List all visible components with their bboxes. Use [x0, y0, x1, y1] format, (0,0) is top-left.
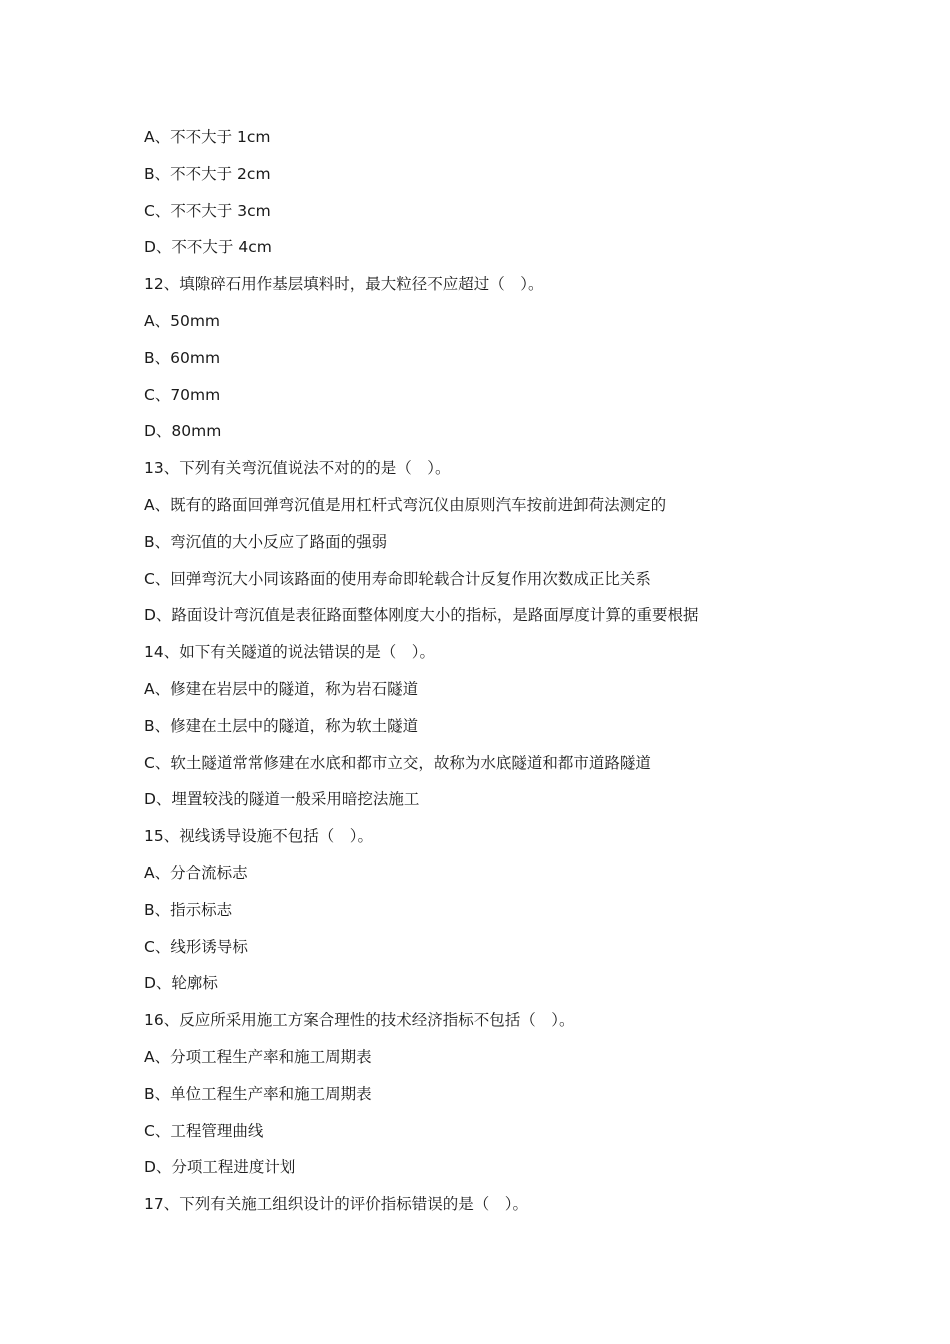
- question-16: 16、反应所采用施工方案合理性的技术经济指标不包括（ ）。: [144, 1011, 575, 1030]
- option-a-q12: A、50mm: [144, 311, 221, 330]
- option-c-q16: C、工程管理曲线: [144, 1121, 264, 1140]
- option-c-q15: C、线形诱导标: [144, 937, 248, 956]
- option-a-q14: A、修建在岩层中的隧道，称为岩石隧道: [144, 679, 419, 698]
- option-b-q11: B、不不大于 2cm: [144, 164, 271, 183]
- question-17: 17、下列有关施工组织设计的评价指标错误的是（ ）。: [144, 1195, 528, 1214]
- question-15: 15、视线诱导设施不包括（ ）。: [144, 827, 373, 846]
- option-a-q15: A、分合流标志: [144, 863, 248, 882]
- option-c-q11: C、不不大于 3cm: [144, 201, 271, 220]
- option-a-q11: A、不不大于 1cm: [144, 128, 271, 146]
- option-b-q14: B、修建在土层中的隧道，称为软土隧道: [144, 716, 419, 735]
- option-d-q16: D、分项工程进度计划: [144, 1158, 296, 1177]
- option-a-q16: A、分项工程生产率和施工周期表: [144, 1047, 372, 1066]
- option-b-q15: B、指示标志: [144, 900, 233, 919]
- option-d-q12: D、80mm: [144, 422, 222, 441]
- option-d-q11: D、不不大于 4cm: [144, 238, 272, 257]
- question-12: 12、填隙碎石用作基层填料时，最大粒径不应超过（ ）。: [144, 275, 544, 294]
- option-c-q12: C、70mm: [144, 385, 221, 404]
- option-d-q13: D、路面设计弯沉值是表征路面整体刚度大小的指标，是路面厚度计算的重要根据: [144, 606, 699, 625]
- option-b-q13: B、弯沉值的大小反应了路面的强弱: [144, 532, 388, 551]
- option-b-q16: B、单位工程生产率和施工周期表: [144, 1084, 372, 1103]
- option-c-q14: C、软土隧道常常修建在水底和都市立交，故称为水底隧道和都市道路隧道: [144, 753, 651, 772]
- option-a-q13: A、既有的路面回弹弯沉值是用杠杆式弯沉仪由原则汽车按前进卸荷法测定的: [144, 495, 667, 514]
- option-d-q15: D、轮廓标: [144, 974, 218, 993]
- question-13: 13、下列有关弯沉值说法不对的的是（ ）。: [144, 459, 451, 478]
- option-c-q13: C、回弹弯沉大小同该路面的使用寿命即轮载合计反复作用次数成正比关系: [144, 569, 651, 588]
- question-text-block: [144, 124, 844, 1228]
- question-14: 14、如下有关隧道的说法错误的是（ ）。: [144, 643, 435, 662]
- option-b-q12: B、60mm: [144, 348, 221, 367]
- option-d-q14: D、埋置较浅的隧道一般采用暗挖法施工: [144, 790, 420, 809]
